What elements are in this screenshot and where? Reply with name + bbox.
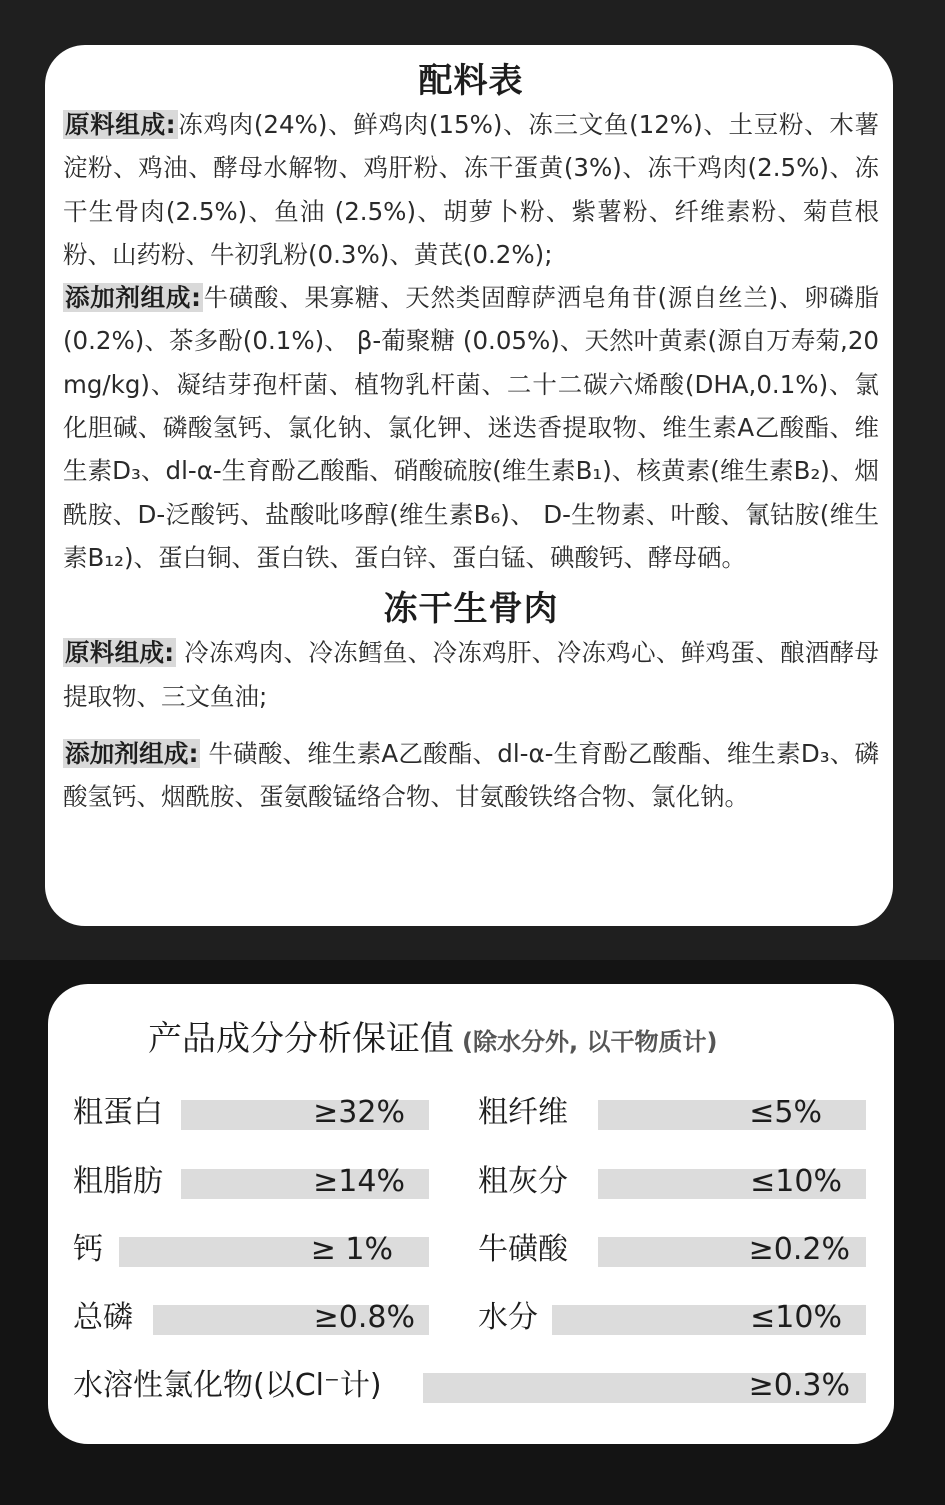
analysis-row [73, 1093, 429, 1133]
nutrient-name: 粗纤维 [478, 1095, 568, 1130]
raw-materials-label: 原料组成: [65, 638, 175, 668]
nutrient-name: 水分 [478, 1300, 538, 1335]
ingredients-card [45, 45, 893, 926]
nutrient-value: ≥0.8% [313, 1300, 415, 1335]
nutrient-value: ≥0.3% [748, 1368, 850, 1403]
analysis-row [478, 1162, 866, 1202]
main-raw-materials [63, 103, 879, 276]
freeze-dried-additives [63, 732, 879, 819]
nutrient-name: 水溶性氯化物(以Cl⁻计) [73, 1368, 382, 1403]
analysis-row [73, 1230, 429, 1270]
nutrient-value: ≥0.2% [748, 1232, 850, 1267]
freeze-dried-raw-materials [63, 631, 879, 718]
analysis-row [478, 1298, 866, 1338]
analysis-row [73, 1162, 429, 1202]
analysis-title-text: 产品成分分析保证值 [148, 1019, 454, 1059]
value-bar [598, 1100, 866, 1130]
additives-text: 牛磺酸、维生素A乙酸酯、dl-α-生育酚乙酸酯、维生素D₃、磷酸氢钙、烟酰胺、蛋氨酸锰络合物、甘氨酸铁络合物、氯化钠。 [63, 738, 879, 812]
analysis-row [478, 1093, 866, 1133]
analysis-row [478, 1230, 866, 1270]
freeze-dried-title: 冻干生骨肉 [383, 589, 559, 630]
analysis-title [148, 1016, 717, 1065]
nutrient-name: 粗灰分 [478, 1164, 568, 1199]
analysis-row [73, 1366, 866, 1406]
analysis-row [73, 1298, 429, 1338]
additives-label: 添加剂组成: [65, 738, 199, 768]
nutrient-name: 牛磺酸 [478, 1232, 568, 1267]
nutrient-value: ≤5% [749, 1095, 822, 1130]
nutrient-value: ≤10% [750, 1300, 842, 1335]
nutrient-value: ≤10% [750, 1164, 842, 1199]
nutrient-value: ≥14% [313, 1164, 405, 1199]
nutrient-name: 粗蛋白 [73, 1095, 163, 1130]
nutrient-name: 钙 [73, 1232, 103, 1267]
additives-label: 添加剂组成: [65, 283, 201, 313]
raw-materials-label: 原料组成: [65, 110, 176, 139]
main-additives [63, 276, 879, 579]
nutrient-name: 粗脂肪 [73, 1164, 163, 1199]
ingredients-title: 配料表 [418, 61, 524, 101]
additives-text: 牛磺酸、果寡糖、天然类固醇萨洒皂角苷(源自丝兰)、卵磷脂(0.2%)、茶多酚(0.1%)、 β-葡聚糖 (0.05%)、天然叶黄素(源自万寿菊,20mg/kg)、凝结芽孢杆菌、植物乳杆菌、二十二碳六烯酸(DHA,0.1%)、氯化胆碱、磷酸氢钙、氯化钠、氯化钾、迷迭香提取物、维生素A乙酸酯、维生素D₃、dl-α-生育酚乙酸酯、硝酸硫胺(维生素B₁)、核黄素(维生素B₂)、烟酰胺、D-泛酸钙、盐酸吡哆醇(维生素B₆)、 D-生物素、叶酸、氰钴胺(维生素B₁₂)、蛋白铜、蛋白铁、蛋白锌、蛋白锰、碘酸钙、酵母硒。 [63, 283, 879, 572]
raw-materials-text: 冻鸡肉(24%)、鲜鸡肉(15%)、冻三文鱼(12%)、土豆粉、木薯淀粉、鸡油、酵母水解物、鸡肝粉、冻干蛋黄(3%)、冻干鸡肉(2.5%)、冻干生骨肉(2.5%)、鱼油 (2.5%)、胡萝卜粉、紫薯粉、纤维素粉、菊苣根粉、山药粉、牛初乳粉(0.3%)、黄芪(0.2%); [63, 110, 879, 269]
nutrient-value: ≥ 1% [310, 1232, 393, 1267]
nutrient-value: ≥32% [313, 1095, 405, 1130]
nutrient-name: 总磷 [73, 1300, 133, 1335]
analysis-note: (除水分外, 以干物质计) [462, 1028, 718, 1056]
raw-materials-text: 冷冻鸡肉、冷冻鳕鱼、冷冻鸡肝、冷冻鸡心、鲜鸡蛋、酿酒酵母提取物、三文鱼油; [63, 638, 879, 711]
analysis-card [48, 984, 894, 1444]
